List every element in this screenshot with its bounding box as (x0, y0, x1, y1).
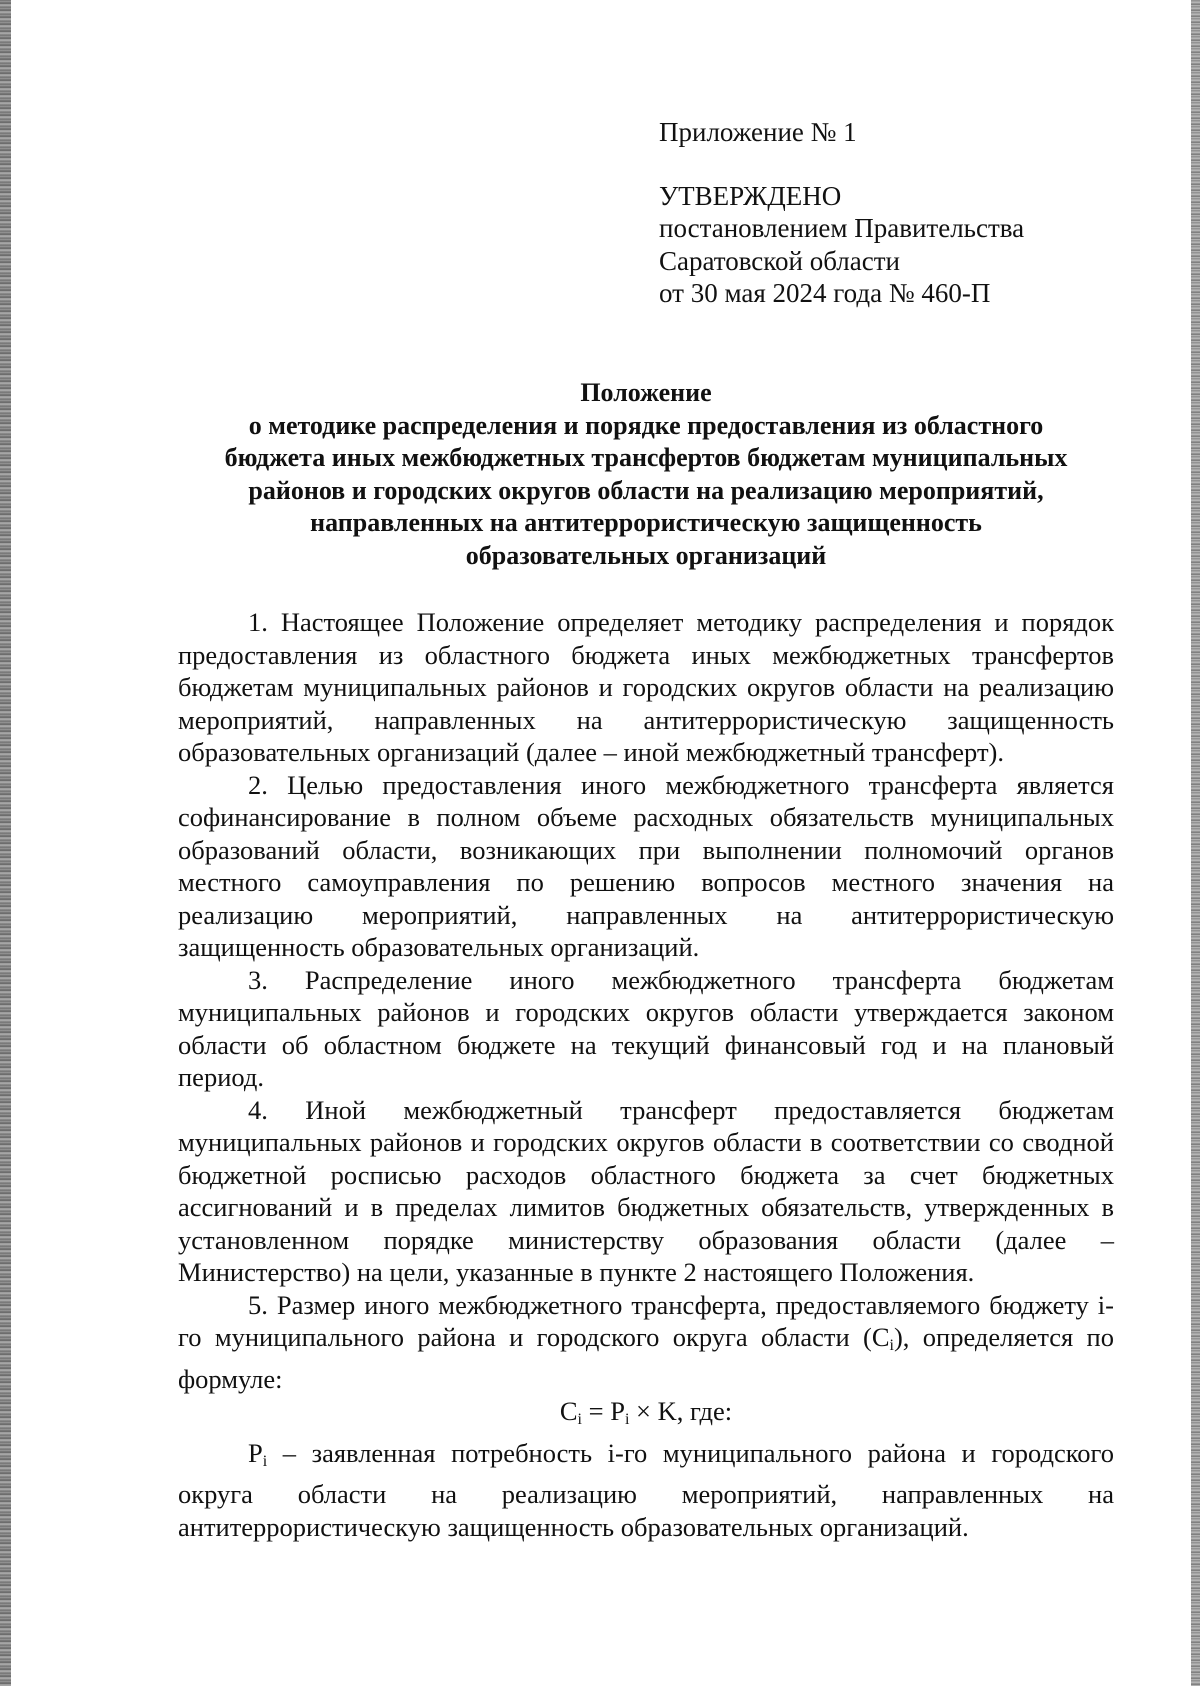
approval-block (659, 116, 1079, 310)
formula (178, 1395, 1114, 1437)
formula-c: C (559, 1396, 578, 1426)
definition-p (178, 1437, 1114, 1544)
title-line: Положение (580, 378, 712, 407)
subscript-i: i (889, 1337, 894, 1354)
formula-rest: × K, где: (629, 1396, 733, 1426)
scan-edge-left (0, 0, 11, 1686)
formula-eq: = P (582, 1396, 625, 1426)
title-line: районов и городских округов области на реализацию мероприятий, (248, 475, 1044, 505)
scan-edge-right (1191, 0, 1200, 1686)
title-line: о методике распределения и порядке предоставления из областного (248, 410, 1044, 440)
annex-label: Приложение № 1 (659, 117, 857, 147)
document-title (178, 377, 1114, 572)
title-line: направленных на антитеррористическую защищенность (310, 508, 982, 537)
document-body (178, 606, 1114, 1543)
paragraph-4: 4. Иной межбюджетный трансферт предоставляется бюджетам муниципальных районов и городских округов области в соответствии со сводной бюджетной росписью расходов областного бюджета за счет бюджетных ассигнований и в пределах лимитов бюджетных обязательств, утвержденных в установленном порядке министерству образования области (далее – Министерство) на цели, указанные в пункте 2 настоящего Положения. (178, 1094, 1114, 1287)
definition-p-symbol: P (248, 1437, 263, 1468)
paragraph-5-text: 5. Размер иного межбюджетного трансферта, предоставляемого бюджету i-го муниципального района и городского округа области (C (178, 1289, 1114, 1352)
formula-p-subscript: i (624, 1411, 630, 1428)
paragraph-5-tail: ), определяется по формуле: (178, 1322, 1114, 1394)
title-line: бюджета иных межбюджетных трансфертов бюджетам муниципальных (224, 443, 1068, 472)
paragraph-1: 1. Настоящее Положение определяет методику распределения и порядок предоставления из областного бюджета иных межбюджетных трансфертов бюджетам муниципальных районов и городских округов области на реализацию мероприятий, направленных на антитеррористическую защищенность образовательных организаций (далее – иной межбюджетный трансферт). (178, 607, 1114, 767)
approved-by-line: Саратовской области (659, 245, 900, 276)
document-page (178, 0, 1114, 1686)
paragraph-5 (178, 1289, 1114, 1396)
paragraph-3: 3. Распределение иного межбюджетного трансферта бюджетам муниципальных районов и городских округов области утверждается законом области об областном бюджете на текущий финансовый год и на плановый период. (178, 964, 1114, 1092)
approved-by-line: постановлением Правительства (659, 213, 1025, 243)
approved-stamp-text: УТВЕРЖДЕНО (659, 180, 842, 211)
title-line: образовательных организаций (465, 540, 827, 570)
formula-c-subscript: i (577, 1411, 582, 1428)
definition-p-subscript: i (262, 1452, 268, 1470)
approval-date-line: от 30 мая 2024 года № 460-П (659, 278, 991, 308)
paragraph-2: 2. Целью предоставления иного межбюджетного трансферта является софинансирование в полном объеме расходных обязательств муниципальных образований области, возникающих при выполнении полномочий органов местного самоуправления по решению вопросов местного значения на реализацию мероприятий, направленных на антитеррористическую защищенность образовательных организаций. (178, 769, 1114, 962)
definition-p-text: – заявленная потребность i-го муниципального района и городского округа области на реализацию мероприятий, направленных на антитеррористическую защищенность образовательных организаций. (178, 1437, 1114, 1542)
